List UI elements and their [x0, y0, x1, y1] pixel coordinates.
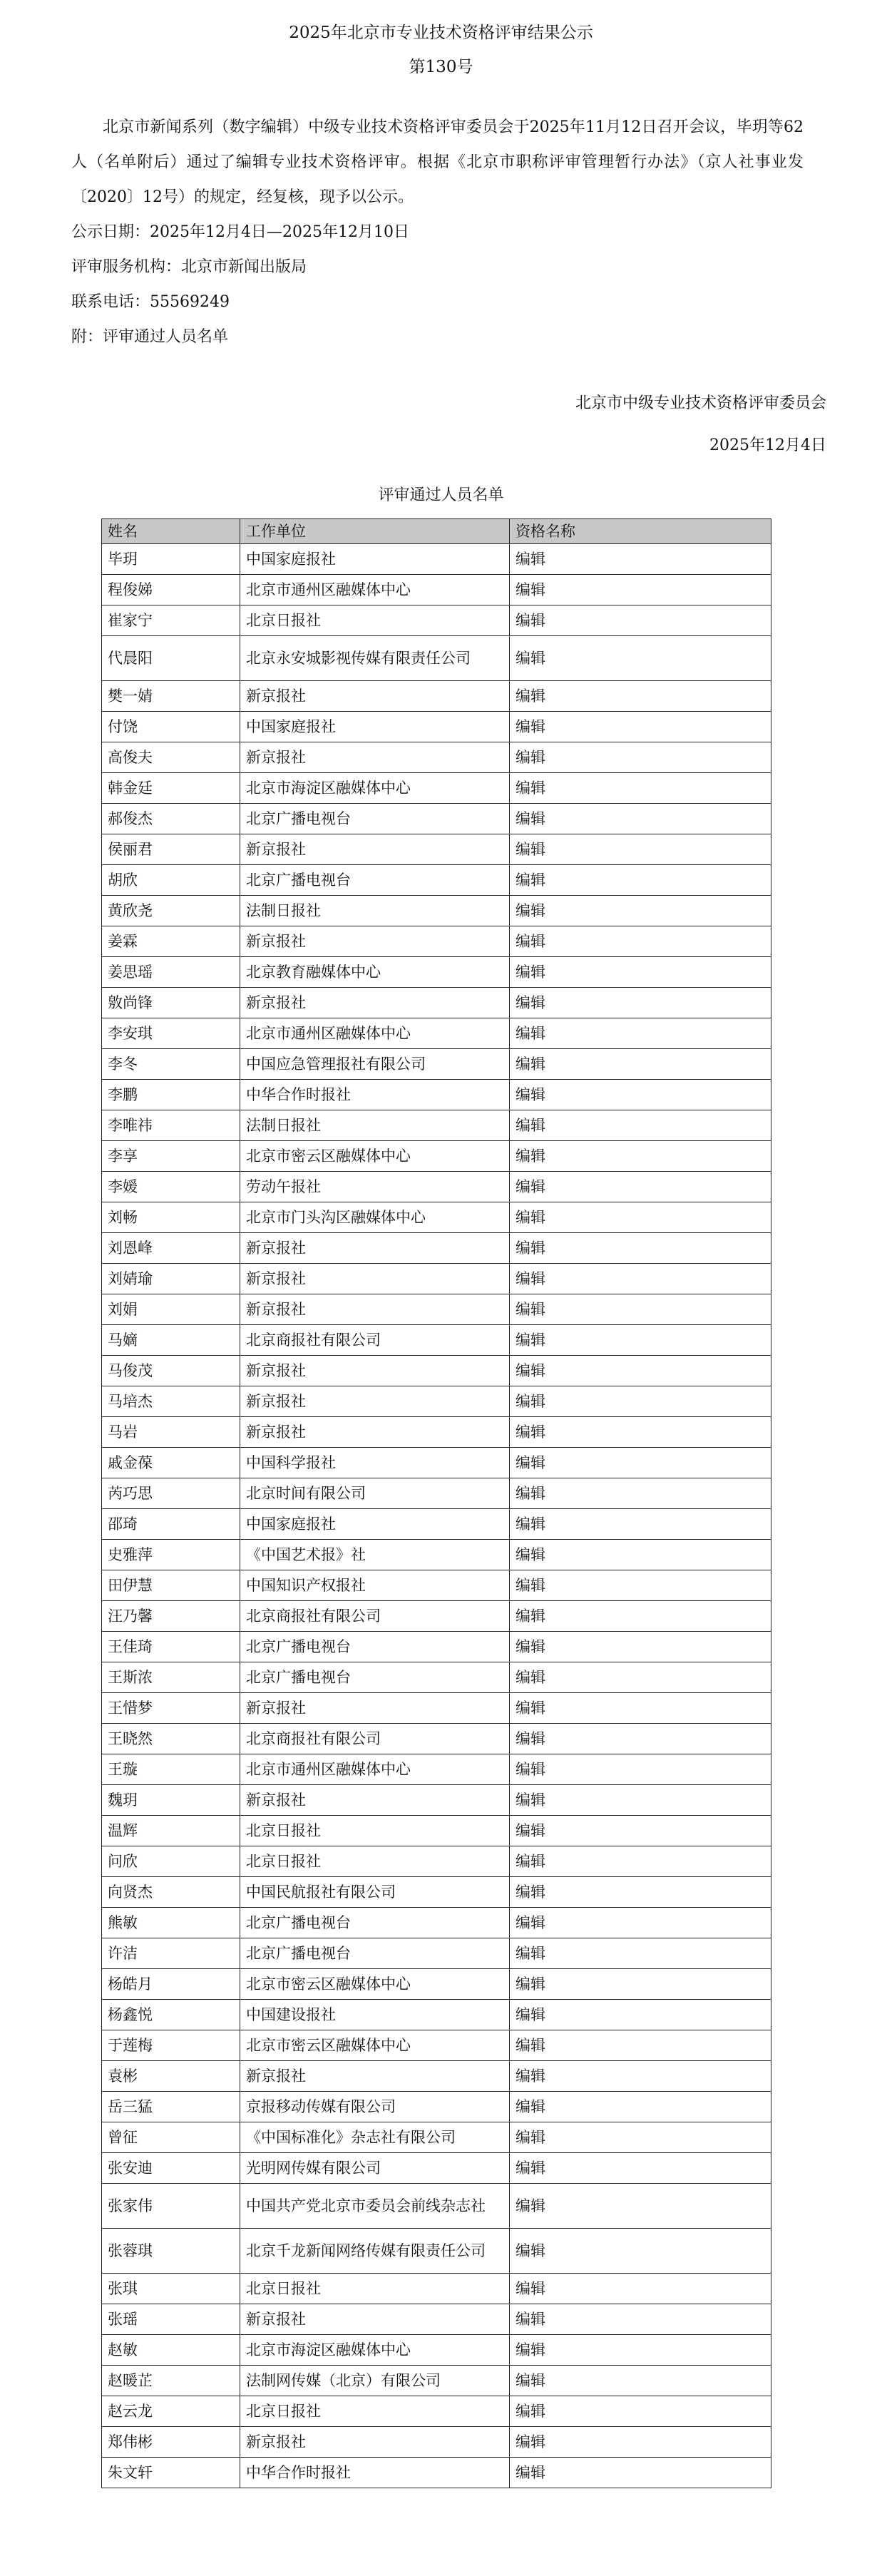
table-row — [102, 1601, 771, 1632]
table-row — [102, 1141, 771, 1172]
cell-employer: 北京日报社 — [240, 2396, 510, 2427]
cell-employer: 中华合作时报社 — [240, 2458, 510, 2488]
table-row — [102, 2184, 771, 2229]
table-row — [102, 575, 771, 605]
table-row — [102, 2427, 771, 2458]
column-header-qualification: 资格名称 — [510, 519, 771, 544]
cell-name: 张家伟 — [102, 2184, 240, 2229]
page-title: 2025年北京市专业技术资格评审结果公示 — [289, 24, 593, 42]
cell-qualification: 编辑 — [510, 2458, 771, 2488]
cell-name: 程俊娣 — [102, 575, 240, 605]
cell-qualification: 编辑 — [510, 2229, 771, 2274]
attachment-note: 附：评审通过人员名单 — [71, 328, 229, 346]
cell-employer: 北京市密云区融媒体中心 — [240, 1969, 510, 2000]
cell-qualification: 编辑 — [510, 1509, 771, 1540]
cell-employer: 北京市密云区融媒体中心 — [240, 1141, 510, 1172]
cell-name: 朱文轩 — [102, 2458, 240, 2488]
table-row — [102, 1662, 771, 1693]
cell-employer: 新京报社 — [240, 1785, 510, 1816]
cell-name: 史雅萍 — [102, 1540, 240, 1570]
cell-qualification: 编辑 — [510, 1172, 771, 1202]
cell-employer: 光明网传媒有限公司 — [240, 2153, 510, 2184]
cell-employer: 新京报社 — [240, 1294, 510, 1325]
cell-qualification: 编辑 — [510, 1540, 771, 1570]
table-row — [102, 2153, 771, 2184]
cell-employer: 新京报社 — [240, 1417, 510, 1448]
cell-qualification: 编辑 — [510, 1141, 771, 1172]
cell-name: 魏玥 — [102, 1785, 240, 1816]
cell-name: 李享 — [102, 1141, 240, 1172]
cell-name: 高俊夫 — [102, 742, 240, 773]
page — [0, 20, 882, 2488]
cell-qualification: 编辑 — [510, 1908, 771, 1938]
table-row — [102, 1816, 771, 1846]
cell-name: 毕玥 — [102, 544, 240, 575]
cell-name: 侯丽君 — [102, 834, 240, 865]
contact-phone: 联系电话：55569249 — [71, 293, 230, 311]
cell-name: 许洁 — [102, 1938, 240, 1969]
cell-employer: 北京千龙新闻网络传媒有限责任公司 — [240, 2229, 510, 2274]
table-row — [102, 957, 771, 988]
cell-qualification: 编辑 — [510, 2000, 771, 2030]
cell-name: 袁彬 — [102, 2061, 240, 2092]
cell-name: 郝俊杰 — [102, 804, 240, 834]
intro-paragraph: 北京市新闻系列（数字编辑）中级专业技术资格评审委员会于2025年11月12日召开会议，毕玥等62人（名单附后）通过了编辑专业技术资格评审。根据《北京市职称评审管理暂行办法》（京人社事业发〔2020〕12号）的规定，经复核，现予以公示。 — [71, 118, 804, 206]
cell-qualification: 编辑 — [510, 681, 771, 712]
cell-name: 马培杰 — [102, 1386, 240, 1417]
cell-qualification: 编辑 — [510, 1662, 771, 1693]
cell-employer: 新京报社 — [240, 988, 510, 1018]
cell-qualification: 编辑 — [510, 575, 771, 605]
cell-qualification: 编辑 — [510, 2396, 771, 2427]
cell-employer: 劳动午报社 — [240, 1172, 510, 1202]
cell-qualification: 编辑 — [510, 2122, 771, 2153]
table-row — [102, 636, 771, 681]
cell-employer: 北京日报社 — [240, 1816, 510, 1846]
cell-qualification: 编辑 — [510, 1356, 771, 1386]
cell-name: 赵云龙 — [102, 2396, 240, 2427]
cell-qualification: 编辑 — [510, 1693, 771, 1724]
cell-employer: 中国家庭报社 — [240, 1509, 510, 1540]
cell-employer: 北京广播电视台 — [240, 804, 510, 834]
cell-name: 崔家宁 — [102, 605, 240, 636]
table-row — [102, 1478, 771, 1509]
cell-name: 岳三猛 — [102, 2092, 240, 2122]
cell-employer: 北京广播电视台 — [240, 1632, 510, 1662]
cell-name: 马嫡 — [102, 1325, 240, 1356]
cell-name: 樊一婧 — [102, 681, 240, 712]
table-row — [102, 834, 771, 865]
cell-qualification: 编辑 — [510, 1632, 771, 1662]
table-row — [102, 1938, 771, 1969]
cell-name: 王惜梦 — [102, 1693, 240, 1724]
table-row — [102, 2366, 771, 2396]
cell-employer: 中国建设报社 — [240, 2000, 510, 2030]
cell-qualification: 编辑 — [510, 1018, 771, 1049]
cell-name: 于莲梅 — [102, 2030, 240, 2061]
cell-name: 李唯祎 — [102, 1110, 240, 1141]
table-body — [102, 544, 771, 2488]
cell-name: 刘娟 — [102, 1294, 240, 1325]
cell-qualification: 编辑 — [510, 636, 771, 681]
table-row — [102, 1754, 771, 1785]
cell-name: 赵敏 — [102, 2335, 240, 2366]
table-row — [102, 1570, 771, 1601]
cell-employer: 新京报社 — [240, 681, 510, 712]
cell-name: 邵琦 — [102, 1509, 240, 1540]
cell-employer: 新京报社 — [240, 834, 510, 865]
cell-employer: 中国民航报社有限公司 — [240, 1877, 510, 1908]
cell-name: 温辉 — [102, 1816, 240, 1846]
table-row — [102, 712, 771, 742]
table-row — [102, 1264, 771, 1294]
table-row — [102, 1325, 771, 1356]
cell-qualification: 编辑 — [510, 1049, 771, 1080]
cell-name: 问欣 — [102, 1846, 240, 1877]
table-row — [102, 1448, 771, 1478]
cell-employer: 新京报社 — [240, 2427, 510, 2458]
cell-employer: 《中国标准化》杂志社有限公司 — [240, 2122, 510, 2153]
table-row — [102, 1693, 771, 1724]
cell-employer: 北京广播电视台 — [240, 865, 510, 896]
table-row — [102, 1969, 771, 2000]
cell-qualification: 编辑 — [510, 957, 771, 988]
table-row — [102, 2092, 771, 2122]
cell-name: 芮巧思 — [102, 1478, 240, 1509]
cell-employer: 新京报社 — [240, 1264, 510, 1294]
cell-name: 杨鑫悦 — [102, 2000, 240, 2030]
cell-qualification: 编辑 — [510, 865, 771, 896]
cell-qualification: 编辑 — [510, 2153, 771, 2184]
document-number: 第130号 — [409, 58, 473, 76]
cell-qualification: 编辑 — [510, 1478, 771, 1509]
table-row — [102, 1356, 771, 1386]
cell-employer: 北京时间有限公司 — [240, 1478, 510, 1509]
cell-name: 王斯浓 — [102, 1662, 240, 1693]
cell-employer: 中国家庭报社 — [240, 544, 510, 575]
table-row — [102, 2335, 771, 2366]
cell-name: 马岩 — [102, 1417, 240, 1448]
table-row — [102, 1386, 771, 1417]
cell-name: 曾征 — [102, 2122, 240, 2153]
cell-name: 代晨阳 — [102, 636, 240, 681]
cell-employer: 北京广播电视台 — [240, 1908, 510, 1938]
cell-employer: 北京日报社 — [240, 605, 510, 636]
cell-employer: 北京商报社有限公司 — [240, 1601, 510, 1632]
cell-qualification: 编辑 — [510, 804, 771, 834]
table-row — [102, 1049, 771, 1080]
cell-name: 王佳琦 — [102, 1632, 240, 1662]
table-row — [102, 1540, 771, 1570]
table-row — [102, 773, 771, 804]
cell-qualification: 编辑 — [510, 544, 771, 575]
cell-qualification: 编辑 — [510, 834, 771, 865]
cell-name: 马俊茂 — [102, 1356, 240, 1386]
cell-employer: 法制日报社 — [240, 896, 510, 926]
table-row — [102, 1908, 771, 1938]
cell-qualification: 编辑 — [510, 2092, 771, 2122]
cell-employer: 新京报社 — [240, 2304, 510, 2335]
table-row — [102, 1632, 771, 1662]
cell-name: 郑伟彬 — [102, 2427, 240, 2458]
cell-name: 李鹏 — [102, 1080, 240, 1110]
cell-employer: 北京市通州区融媒体中心 — [240, 1018, 510, 1049]
cell-qualification: 编辑 — [510, 2274, 771, 2304]
table-row — [102, 1877, 771, 1908]
cell-name: 李安琪 — [102, 1018, 240, 1049]
cell-name: 王璇 — [102, 1754, 240, 1785]
column-header-name: 姓名 — [102, 519, 240, 544]
table-row — [102, 1202, 771, 1233]
cell-qualification: 编辑 — [510, 1448, 771, 1478]
cell-employer: 京报移动传媒有限公司 — [240, 2092, 510, 2122]
cell-qualification: 编辑 — [510, 1969, 771, 2000]
cell-name: 刘恩峰 — [102, 1233, 240, 1264]
cell-name: 赵暖芷 — [102, 2366, 240, 2396]
table-title: 评审通过人员名单 — [378, 486, 504, 504]
cell-name: 张蓉琪 — [102, 2229, 240, 2274]
cell-qualification: 编辑 — [510, 1816, 771, 1846]
cell-name: 张琪 — [102, 2274, 240, 2304]
table-header-row — [102, 519, 771, 544]
table-row — [102, 1785, 771, 1816]
table-row — [102, 865, 771, 896]
cell-name: 胡欣 — [102, 865, 240, 896]
table-row — [102, 2396, 771, 2427]
cell-name: 田伊慧 — [102, 1570, 240, 1601]
cell-qualification: 编辑 — [510, 1877, 771, 1908]
cell-qualification: 编辑 — [510, 1294, 771, 1325]
cell-employer: 北京市海淀区融媒体中心 — [240, 2335, 510, 2366]
cell-employer: 法制日报社 — [240, 1110, 510, 1141]
cell-qualification: 编辑 — [510, 1724, 771, 1754]
cell-qualification: 编辑 — [510, 712, 771, 742]
cell-employer: 新京报社 — [240, 1233, 510, 1264]
cell-name: 张瑶 — [102, 2304, 240, 2335]
cell-qualification: 编辑 — [510, 1386, 771, 1417]
table-row — [102, 2061, 771, 2092]
cell-employer: 中国应急管理报社有限公司 — [240, 1049, 510, 1080]
cell-qualification: 编辑 — [510, 742, 771, 773]
table-row — [102, 896, 771, 926]
cell-employer: 新京报社 — [240, 1693, 510, 1724]
cell-employer: 北京日报社 — [240, 1846, 510, 1877]
table-row — [102, 605, 771, 636]
cell-employer: 北京教育融媒体中心 — [240, 957, 510, 988]
cell-name: 戚金葆 — [102, 1448, 240, 1478]
cell-employer: 北京广播电视台 — [240, 1662, 510, 1693]
cell-qualification: 编辑 — [510, 1080, 771, 1110]
cell-qualification: 编辑 — [510, 1570, 771, 1601]
table-row — [102, 1294, 771, 1325]
cell-employer: 北京日报社 — [240, 2274, 510, 2304]
cell-employer: 新京报社 — [240, 1386, 510, 1417]
cell-qualification: 编辑 — [510, 1601, 771, 1632]
cell-qualification: 编辑 — [510, 1846, 771, 1877]
table-row — [102, 1417, 771, 1448]
cell-name: 向贤杰 — [102, 1877, 240, 1908]
cell-name: 敫尚锋 — [102, 988, 240, 1018]
cell-qualification: 编辑 — [510, 1264, 771, 1294]
cell-employer: 中国科学报社 — [240, 1448, 510, 1478]
cell-qualification: 编辑 — [510, 1417, 771, 1448]
table-row — [102, 926, 771, 957]
cell-qualification: 编辑 — [510, 2184, 771, 2229]
cell-name: 张安迪 — [102, 2153, 240, 2184]
table-row — [102, 2274, 771, 2304]
cell-employer: 中国共产党北京市委员会前线杂志社 — [240, 2184, 510, 2229]
cell-qualification: 编辑 — [510, 2335, 771, 2366]
cell-employer: 新京报社 — [240, 2061, 510, 2092]
cell-name: 熊敏 — [102, 1908, 240, 1938]
table-row — [102, 2229, 771, 2274]
table-row — [102, 742, 771, 773]
cell-qualification: 编辑 — [510, 926, 771, 957]
cell-employer: 北京市通州区融媒体中心 — [240, 1754, 510, 1785]
cell-name: 李媛 — [102, 1172, 240, 1202]
table-row — [102, 1233, 771, 1264]
cell-employer: 北京商报社有限公司 — [240, 1724, 510, 1754]
table-row — [102, 2030, 771, 2061]
table-row — [102, 2304, 771, 2335]
cell-name: 姜霖 — [102, 926, 240, 957]
approved-personnel-table — [101, 518, 771, 2488]
cell-qualification: 编辑 — [510, 605, 771, 636]
cell-name: 李冬 — [102, 1049, 240, 1080]
cell-employer: 北京市门头沟区融媒体中心 — [240, 1202, 510, 1233]
cell-qualification: 编辑 — [510, 988, 771, 1018]
cell-name: 王晓然 — [102, 1724, 240, 1754]
cell-qualification: 编辑 — [510, 1110, 771, 1141]
table-row — [102, 1018, 771, 1049]
table-row — [102, 1110, 771, 1141]
cell-employer: 北京市密云区融媒体中心 — [240, 2030, 510, 2061]
table-row — [102, 681, 771, 712]
table-row — [102, 2122, 771, 2153]
cell-name: 汪乃馨 — [102, 1601, 240, 1632]
cell-qualification: 编辑 — [510, 2030, 771, 2061]
cell-employer: 北京市海淀区融媒体中心 — [240, 773, 510, 804]
cell-qualification: 编辑 — [510, 2304, 771, 2335]
cell-employer: 新京报社 — [240, 1356, 510, 1386]
review-agency: 评审服务机构：北京市新闻出版局 — [71, 258, 307, 276]
table-row — [102, 2000, 771, 2030]
cell-employer: 中国家庭报社 — [240, 712, 510, 742]
cell-qualification: 编辑 — [510, 2427, 771, 2458]
cell-qualification: 编辑 — [510, 1233, 771, 1264]
cell-employer: 北京市通州区融媒体中心 — [240, 575, 510, 605]
cell-qualification: 编辑 — [510, 1785, 771, 1816]
table-row — [102, 1172, 771, 1202]
table-row — [102, 2458, 771, 2488]
cell-employer: 《中国艺术报》社 — [240, 1540, 510, 1570]
table-row — [102, 1509, 771, 1540]
signature-organization: 北京市中级专业技术资格评审委员会 — [575, 394, 826, 412]
table-row — [102, 1846, 771, 1877]
cell-qualification: 编辑 — [510, 2366, 771, 2396]
table-row — [102, 804, 771, 834]
cell-qualification: 编辑 — [510, 1754, 771, 1785]
cell-employer: 法制网传媒（北京）有限公司 — [240, 2366, 510, 2396]
cell-qualification: 编辑 — [510, 1325, 771, 1356]
cell-employer: 新京报社 — [240, 742, 510, 773]
table-row — [102, 988, 771, 1018]
cell-employer: 北京永安城影视传媒有限责任公司 — [240, 636, 510, 681]
cell-qualification: 编辑 — [510, 773, 771, 804]
cell-name: 黄欣尧 — [102, 896, 240, 926]
cell-employer: 北京商报社有限公司 — [240, 1325, 510, 1356]
cell-employer: 新京报社 — [240, 926, 510, 957]
column-header-employer: 工作单位 — [240, 519, 510, 544]
table-row — [102, 1724, 771, 1754]
cell-qualification: 编辑 — [510, 1202, 771, 1233]
cell-name: 付饶 — [102, 712, 240, 742]
publicity-period: 公示日期：2025年12月4日—2025年12月10日 — [71, 223, 409, 241]
cell-name: 刘婧瑜 — [102, 1264, 240, 1294]
cell-employer: 中华合作时报社 — [240, 1080, 510, 1110]
cell-employer: 北京广播电视台 — [240, 1938, 510, 1969]
cell-employer: 中国知识产权报社 — [240, 1570, 510, 1601]
cell-qualification: 编辑 — [510, 1938, 771, 1969]
cell-name: 刘畅 — [102, 1202, 240, 1233]
cell-name: 姜思瑶 — [102, 957, 240, 988]
signature-date: 2025年12月4日 — [709, 436, 826, 454]
cell-qualification: 编辑 — [510, 896, 771, 926]
cell-name: 杨皓月 — [102, 1969, 240, 2000]
table-row — [102, 544, 771, 575]
table-row — [102, 1080, 771, 1110]
cell-qualification: 编辑 — [510, 2061, 771, 2092]
cell-name: 韩金廷 — [102, 773, 240, 804]
